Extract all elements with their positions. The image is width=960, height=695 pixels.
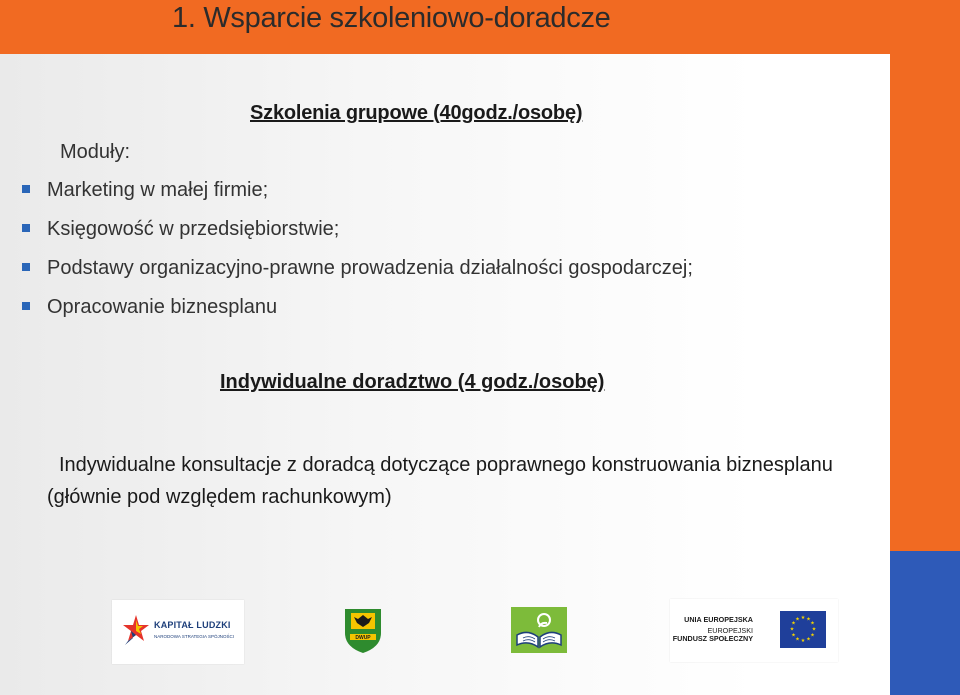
square-bullet-icon (22, 263, 30, 271)
individual-advice-description: Indywidualne konsultacje z doradcą dotyczące poprawnego konstruowania biznesplanu (głównie pod względem rachunkowym) (47, 454, 833, 508)
open-book-icon (511, 607, 567, 653)
group-training-heading: Szkolenia grupowe (40godz./osobę) (250, 102, 583, 124)
eu-line-3: FUNDUSZ SPOŁECZNY (672, 634, 753, 643)
svg-text:★: ★ (806, 636, 811, 643)
kapital-ludzki-star-icon (122, 614, 150, 646)
dwup-name: DWUP (355, 635, 371, 641)
svg-text:★: ★ (791, 620, 796, 627)
svg-text:★: ★ (811, 626, 817, 633)
module-label: Marketing w małej firmie; (47, 179, 269, 201)
module-label: Księgowość w przedsiębiorstwie; (47, 218, 340, 240)
svg-text:★: ★ (810, 632, 815, 639)
svg-text:★: ★ (806, 616, 811, 623)
right-blue-stripe (890, 551, 960, 695)
modules-label: Moduły: (60, 141, 131, 163)
square-bullet-icon (22, 185, 30, 193)
kapital-ludzki-subtitle: NARODOWA STRATEGIA SPÓJNOŚCI (154, 634, 235, 639)
svg-text:★: ★ (791, 632, 796, 639)
eu-line-1: UNIA EUROPEJSKA (684, 615, 753, 624)
module-label: Opracowanie biznesplanu (47, 296, 278, 318)
module-label: Podstawy organizacyjno-prawne prowadzenia działalności gospodarczej; (47, 257, 693, 279)
svg-text:★: ★ (800, 615, 806, 621)
kapital-ludzki-logo (112, 600, 244, 664)
eu-line-2: EUROPEJSKI (707, 626, 753, 635)
slide-title: 1. Wsparcie szkoleniowo-doradcze (172, 2, 611, 34)
svg-text:★: ★ (810, 620, 815, 627)
individual-advice-heading: Indywidualne doradztwo (4 godz./osobę) (220, 371, 605, 393)
eu-logo (670, 599, 838, 662)
svg-text:★: ★ (789, 626, 795, 633)
svg-text:★: ★ (800, 638, 806, 644)
kapital-ludzki-name: KAPITAŁ LUDZKI (154, 620, 231, 630)
svg-text:★: ★ (795, 636, 800, 643)
eu-flag-icon (780, 611, 826, 648)
svg-text:★: ★ (795, 616, 800, 623)
dwup-eagle-shield-icon (342, 607, 384, 654)
square-bullet-icon (22, 302, 30, 310)
right-orange-stripe (890, 54, 960, 551)
square-bullet-icon (22, 224, 30, 232)
